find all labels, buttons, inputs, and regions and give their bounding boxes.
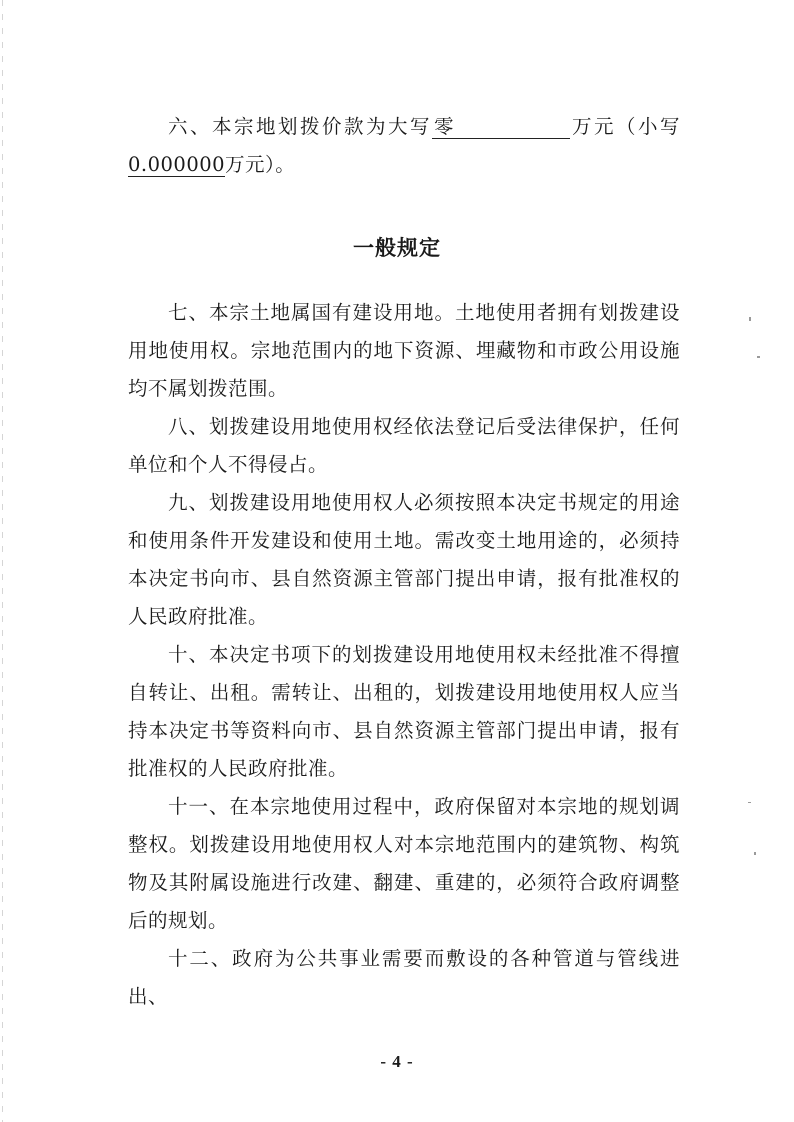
scan-speck (757, 356, 760, 358)
paragraph-12: 十二、政府为公共事业需要而敷设的各种管道与管线进出、 (128, 947, 680, 1008)
page-number: - 4 - (380, 1052, 414, 1071)
scan-speck (748, 802, 751, 803)
section-6-paragraph (128, 108, 680, 184)
section-6-block (128, 108, 680, 184)
paragraph-8: 八、划拨建设用地使用权经依法登记后受法律保护，任何单位和个人不得侵占。 (128, 415, 680, 476)
paragraph-9: 九、划拨建设用地使用权人必须按照本决定书规定的用途和使用条件开发建设和使用土地。需改变土地用途的，必须持本决定书向市、县自然资源主管部门提出申请，报有批准权的人民政府批准。 (128, 491, 680, 628)
section-6-prefix: 六、本宗地划拨价款为大写 (168, 115, 432, 138)
body-text (128, 294, 680, 1016)
scan-edge-artifact (2, 0, 3, 1122)
section-heading: 一般规定 (353, 236, 441, 260)
amount-upper-field: 零 (432, 116, 570, 139)
paragraph-7: 七、本宗土地属国有建设用地。土地使用者拥有划拨建设用地使用权。宗地范围内的地下资源、埋藏物和市政公用设施均不属划拨范围。 (128, 301, 680, 400)
paragraph-10: 十、本决定书项下的划拨建设用地使用权未经批准不得擅自转让、出租。需转让、出租的，划拨建设用地使用权人应当持本决定书等资料向市、县自然资源主管部门提出申请，报有批准权的人民政府批准。 (128, 643, 680, 780)
paragraph-11: 十一、在本宗地使用过程中，政府保留对本宗地的规划调整权。划拨建设用地使用权人对本宗地范围内的建筑物、构筑物及其附属设施进行改建、翻建、重建的，必须符合政府调整后的规划。 (128, 795, 680, 932)
scan-speck (754, 852, 756, 855)
amount-lower-field: 0.000000 (128, 153, 226, 176)
section-6-unit-1: 万元（小写 (569, 115, 680, 138)
scan-speck (749, 317, 751, 321)
section-6-unit-2: 万元）。 (225, 153, 296, 176)
